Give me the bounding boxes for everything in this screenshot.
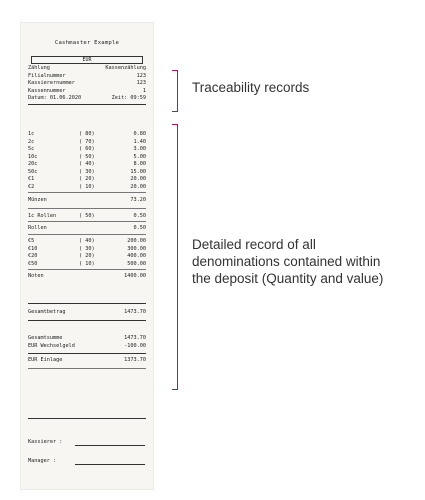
divider (28, 303, 146, 304)
quantity: ( 50) (79, 153, 95, 160)
divider (28, 269, 146, 270)
denomination: 5c (28, 146, 35, 152)
divider (28, 104, 146, 105)
divider (28, 208, 146, 209)
detail-note-line: the deposit (Quantity and value) (192, 271, 384, 286)
note-row (28, 246, 146, 253)
detail-note-line: denominations contained within (192, 254, 381, 269)
denomination: 2c (28, 138, 35, 145)
info-row (28, 73, 146, 79)
denomination: €50 (28, 260, 38, 267)
coin-row (28, 139, 146, 146)
quantity: ( 80) (79, 131, 95, 137)
divider (28, 192, 146, 193)
info-label: Filialnummer (28, 72, 66, 79)
subtotal-label: Rollen (28, 225, 47, 231)
detail-note-line: Detailed record of all (192, 237, 316, 252)
quantity: ( 40) (79, 238, 95, 244)
coin-row (28, 146, 146, 153)
quantity: ( 30) (79, 168, 95, 175)
amount: 200.00 (127, 238, 146, 244)
info-value: 123 (136, 80, 146, 86)
info-label: Kassennummer (28, 87, 66, 94)
detail-bracket (172, 124, 178, 390)
sum-label: Gesamtsumme (28, 335, 63, 341)
quantity: ( 10) (79, 183, 95, 190)
receipt-title: Cashmaster Example (54, 40, 120, 46)
traceability-note: Traceability records (192, 80, 310, 95)
quantity: ( 30) (79, 245, 95, 252)
deposit-row (28, 357, 146, 364)
coin-row (28, 161, 146, 168)
coin-row (28, 176, 146, 183)
quantity: ( 60) (79, 146, 95, 152)
subtotal-value: 1400.00 (124, 273, 146, 279)
amount: 0.80 (133, 131, 146, 137)
info-row (28, 80, 146, 86)
amount: 500.00 (127, 260, 146, 267)
denomination: €1 (28, 176, 35, 182)
info-value: Kassenzählung (105, 65, 146, 71)
amount: 400.00 (127, 253, 146, 259)
subtotal-row (28, 225, 146, 232)
divider (28, 221, 146, 222)
manager-signature-line (75, 464, 145, 465)
amount: 1.40 (133, 138, 146, 145)
divider (28, 353, 146, 354)
deposit-value: 1373.70 (124, 357, 146, 363)
change-value: -100.00 (124, 343, 146, 349)
info-label: Zählung (28, 65, 50, 71)
manager-signature-label: Manager : (28, 458, 57, 464)
cashier-signature-label: Kassierer : (28, 439, 63, 445)
deposit-label: EUR Einlage (28, 357, 63, 363)
sum-value: 1473.70 (124, 335, 146, 341)
quantity: ( 70) (79, 138, 95, 145)
info-label: Kassierernummer (28, 80, 75, 86)
divider (28, 320, 146, 321)
note-row (28, 253, 146, 260)
divider (28, 418, 146, 419)
amount: 15.00 (130, 168, 146, 175)
info-value: 1 (142, 87, 146, 94)
subtotal-row (28, 197, 146, 204)
subtotal-label: Münzen (28, 197, 47, 203)
date-time-row (28, 95, 146, 101)
info-row (28, 88, 146, 94)
cashier-signature-line (75, 445, 145, 446)
quantity: ( 10) (79, 260, 95, 267)
change-label: EUR Wechselgeld (28, 343, 75, 349)
quantity: ( 20) (79, 253, 95, 259)
traceability-bracket (172, 70, 178, 112)
coin-row (28, 131, 146, 138)
subtotal-value: 73.20 (130, 197, 146, 203)
denomination: €2 (28, 183, 35, 190)
grand-total-row (28, 309, 146, 316)
receipt (20, 22, 154, 490)
note-row (28, 238, 146, 245)
subtotal-label: Noten (28, 273, 44, 279)
amount: 0.50 (133, 213, 146, 219)
grand-total-value: 1473.70 (124, 309, 146, 315)
coin-row (28, 184, 146, 191)
denomination: 20c (28, 161, 38, 167)
divider (28, 368, 146, 369)
divider (28, 234, 146, 235)
denomination: 1c (28, 131, 35, 137)
denomination: €5 (28, 238, 35, 244)
subtotal-value: 0.50 (133, 225, 146, 231)
denomination: €20 (28, 253, 38, 259)
denomination: 10c (28, 153, 38, 160)
amount: 20.00 (130, 183, 146, 190)
detail-note (192, 236, 383, 287)
subtotal-row (28, 273, 146, 280)
currency-box: EUR (31, 56, 143, 64)
note-row (28, 261, 146, 268)
coin-row (28, 154, 146, 161)
denomination: €10 (28, 245, 38, 252)
quantity: ( 40) (79, 161, 95, 167)
amount: 20.00 (130, 176, 146, 182)
time-text: Zeit: 09:59 (111, 95, 146, 101)
roll-row (28, 213, 146, 220)
amount: 300.00 (127, 245, 146, 252)
date-text: Datum: 01.06.2020 (28, 95, 82, 101)
quantity: ( 20) (79, 176, 95, 182)
denomination: 50c (28, 168, 38, 175)
amount: 8.00 (133, 161, 146, 167)
info-row (28, 65, 146, 71)
coin-row (28, 169, 146, 176)
sum-row (28, 335, 146, 342)
change-row (28, 343, 146, 350)
info-value: 123 (136, 72, 146, 79)
grand-total-label: Gesamtbetrag (28, 309, 66, 315)
denomination: 1c Rollen (28, 213, 57, 219)
amount: 3.00 (133, 146, 146, 152)
amount: 5.00 (133, 153, 146, 160)
quantity: ( 50) (79, 213, 95, 219)
